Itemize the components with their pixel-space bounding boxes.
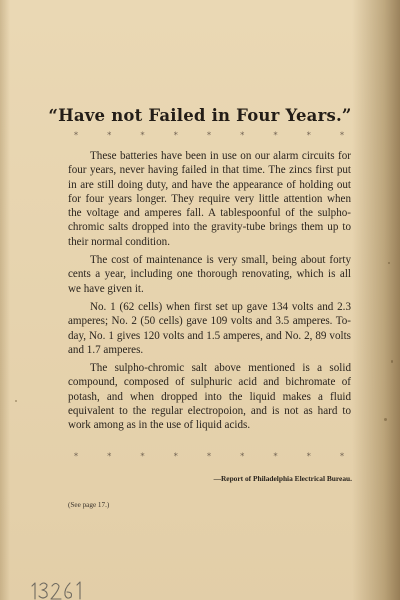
separator-star: * <box>173 131 178 140</box>
bottom-separator <box>74 452 344 461</box>
separator-star: * <box>240 131 245 140</box>
separator-star: * <box>74 452 78 461</box>
separator-star: * <box>306 452 311 461</box>
separator-star: * <box>173 452 178 461</box>
page-reference: (See page 17.) <box>68 501 110 509</box>
paragraph: These batteries have been in use on our alarm circuits for four years, never having failed in that time. The zincs first put in are still doing duty, and have the appearance of holding out for four years longer. They require very little attention when the voltage and amperes fall. A tablespoonful of the sulpho-chromic salts dropped into the gravity-tube brings them up to their normal condition. <box>68 150 351 248</box>
paragraph: The sulpho-chromic salt above mentioned is a solid compound, composed of sulphuric acid and bichromate of potash, and when dropped into the liquid makes a fluid equivalent to the regular electropoion, and is not as hard to work among as in the use of liquid acids. <box>68 362 351 432</box>
separator-star: * <box>207 452 211 461</box>
separator-star: * <box>140 452 145 461</box>
separator-star: * <box>207 131 211 140</box>
handwritten-mark <box>28 578 118 600</box>
separator-star: * <box>74 131 78 140</box>
paper-speck <box>15 400 17 402</box>
separator-star: * <box>306 131 311 140</box>
separator-star: * <box>340 452 344 461</box>
separator-star: * <box>273 131 278 140</box>
body-text <box>68 149 351 437</box>
attribution: —Report of Philadelphia Electrical Bureau. <box>213 474 352 483</box>
separator-star: * <box>107 452 112 461</box>
paper-speck <box>384 418 387 421</box>
paragraph: The cost of maintenance is very small, being about forty cents a year, including one thorough renovating, which is all we have given it. <box>68 254 351 295</box>
separator-star: * <box>240 452 245 461</box>
paper-speck <box>391 360 393 363</box>
page-title: “Have not Failed in Four Years.” <box>48 106 352 125</box>
separator-star: * <box>273 452 278 461</box>
page-edge-shadow <box>0 0 10 600</box>
paper-speck <box>388 262 390 264</box>
paragraph: No. 1 (62 cells) when first set up gave 134 volts and 2.3 amperes; No. 2 (50 cells) gave 109 volts and 3.5 amperes. To-day, No. 1 gives 120 volts and 1.5 amperes, and No. 2, 89 volts and 1.7 amperes. <box>68 300 351 356</box>
separator-star: * <box>340 131 344 140</box>
top-separator <box>74 131 344 140</box>
separator-star: * <box>140 131 145 140</box>
separator-star: * <box>107 131 112 140</box>
